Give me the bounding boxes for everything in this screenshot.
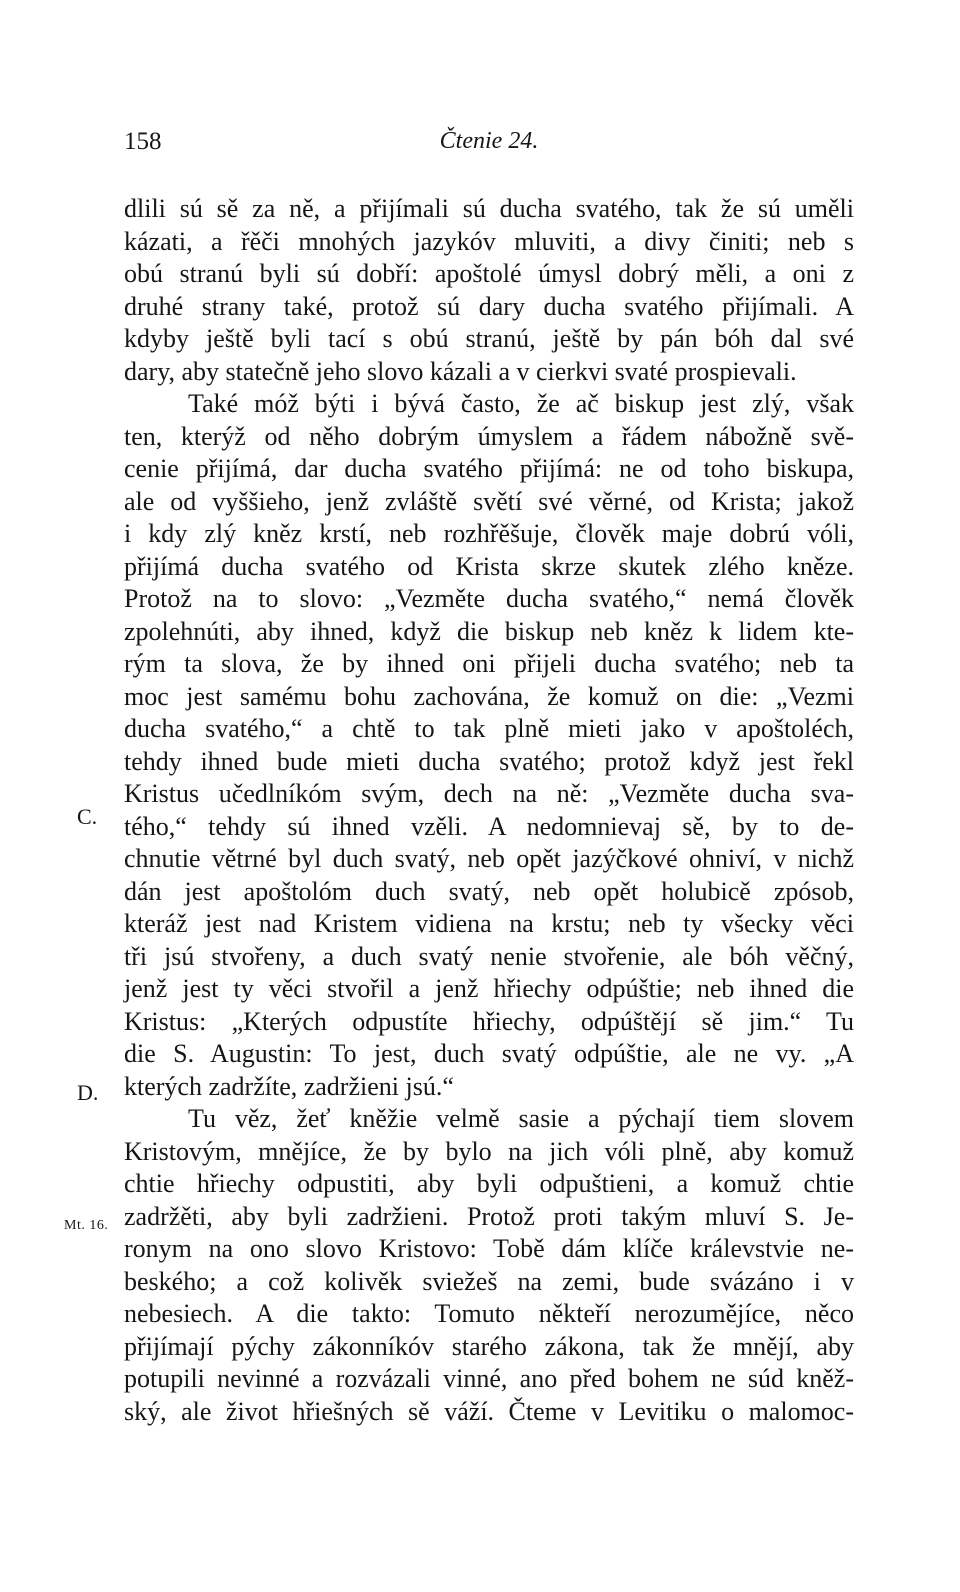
- text-line: dary, aby statečně jeho slovo kázali a v cierkvi svaté prospievali.: [124, 356, 797, 386]
- text-line: zadržěti, aby byli zadržieni. Protož proti takým mluví S. Je-: [124, 1201, 854, 1231]
- text-line: rým ta slova, že by ihned oni přijeli ducha svatého; neb ta: [124, 649, 854, 678]
- text-line: chtie hřiechy odpustiti, aby byli odpuštieni, a komuž chtie: [124, 1169, 854, 1198]
- text-line: Kristus učedlníkóm svým, dech na ně: „Vezměte ducha sva-: [124, 779, 854, 808]
- text-line: kdyby ještě byli tací s obú stranú, ještě by pán bóh dal své: [124, 324, 854, 353]
- text-line: Kristovým, mnějíce, že by bylo na jich vóli plně, aby komuž: [124, 1136, 854, 1166]
- running-title: Čtenie 24.: [439, 128, 539, 154]
- text-line: i kdy zlý kněz krstí, neb rozhřěšuje, člověk maje dobrú vóli,: [124, 519, 854, 548]
- text-line: chnutie větrné byl duch svatý, neb opět jazýčkové ohniví, v nichž: [124, 844, 854, 873]
- text-line: nebesiech. A die takto: Tomuto někteří nerozumějíce, něco: [124, 1299, 854, 1328]
- text-line: dlili sú sě za ně, a přijímali sú ducha svatého, tak že sú uměli: [124, 194, 854, 223]
- text-line: ronym na ono slovo Kristovo: Tobě dám klíče králevstvie ne-: [124, 1234, 854, 1263]
- text-line: Také móž býti i bývá často, že ač biskup jest zlý, však: [188, 389, 854, 418]
- text-line: tři jsú stvořeny, a duch svatý nenie stvořenie, ale bóh věčný,: [124, 941, 854, 971]
- text-line: přijímá ducha svatého od Krista skrze skutek zlého kněze.: [124, 551, 854, 581]
- text-line: zpolehnúti, aby ihned, když die biskup neb kněz k lidem kte-: [124, 616, 854, 646]
- margin-note-mt16: Mt. 16.: [64, 1218, 109, 1233]
- text-line: ale od vyššieho, jenž zvláště světí své věrné, od Krista; jakož: [124, 486, 854, 516]
- text-line: beského; a což kolivěk sviežeš na zemi, bude svázáno i v: [124, 1266, 854, 1296]
- text-line: ský, ale život hřiešných sě váží. Čteme v Levitiku o malomoc-: [124, 1396, 854, 1426]
- text-line: ten, kterýž od něho dobrým úmyslem a řádem nábožně svě-: [124, 421, 854, 451]
- text-line: kterých zadržíte, zadržieni jsú.“: [124, 1071, 454, 1101]
- text-line: tého,“ tehdy sú ihned vzěli. A nedomnievaj sě, by to de-: [124, 811, 854, 841]
- text-line: kázati, a řěči mnohých jazykóv mluviti, a divy činiti; neb s: [124, 226, 854, 256]
- text-line: kteráž jest nad Kristem vidiena na krstu; neb ty všecky věci: [124, 909, 854, 938]
- text-line: Tu věz, žeť kněžie velmě sasie a pýchají tiem slovem: [188, 1104, 854, 1133]
- text-line: přijímají pýchy zákonníkóv starého zákona, tak že mnějí, aby: [124, 1331, 854, 1361]
- text-line: jenž jest ty věci stvořil a jenž hřiechy odpúštie; neb ihned die: [124, 974, 854, 1003]
- margin-note-c: C.: [77, 804, 98, 829]
- page-number: 158: [124, 128, 162, 155]
- text-line: cenie přijímá, dar ducha svatého přijímá: ne od toho biskupa,: [124, 454, 854, 483]
- text-line: die S. Augustin: To jest, duch svatý odpúštie, ale ne vy. „A: [124, 1039, 854, 1068]
- text-line: obú stranú byli sú dobří: apoštolé úmysl dobrý měli, a oni z: [124, 259, 854, 288]
- text-line: Kristus: „Kterých odpustíte hřiechy, odpúštějí sě jim.“ Tu: [124, 1006, 854, 1036]
- body-text: [124, 193, 854, 1428]
- page-header: [124, 128, 854, 168]
- text-line: druhé strany také, protož sú dary ducha svatého přijímali. A: [124, 291, 854, 321]
- text-line: Protož na to slovo: „Vezměte ducha svatého,“ nemá člověk: [124, 584, 854, 613]
- text-line: dán jest apoštolóm duch svatý, neb opět holubicě zpósob,: [124, 876, 854, 906]
- text-line: moc jest samému bohu zachována, že komuž on die: „Vezmi: [124, 681, 854, 711]
- margin-note-d: D.: [77, 1080, 99, 1105]
- text-line: tehdy ihned bude mieti ducha svatého; protož když jest řekl: [124, 746, 854, 776]
- text-line: potupili nevinné a rozvázali vinné, ano před bohem ne súd kněž-: [124, 1364, 854, 1393]
- text-line: ducha svatého,“ a chtě to tak plně mieti jako v apoštoléch,: [124, 714, 854, 743]
